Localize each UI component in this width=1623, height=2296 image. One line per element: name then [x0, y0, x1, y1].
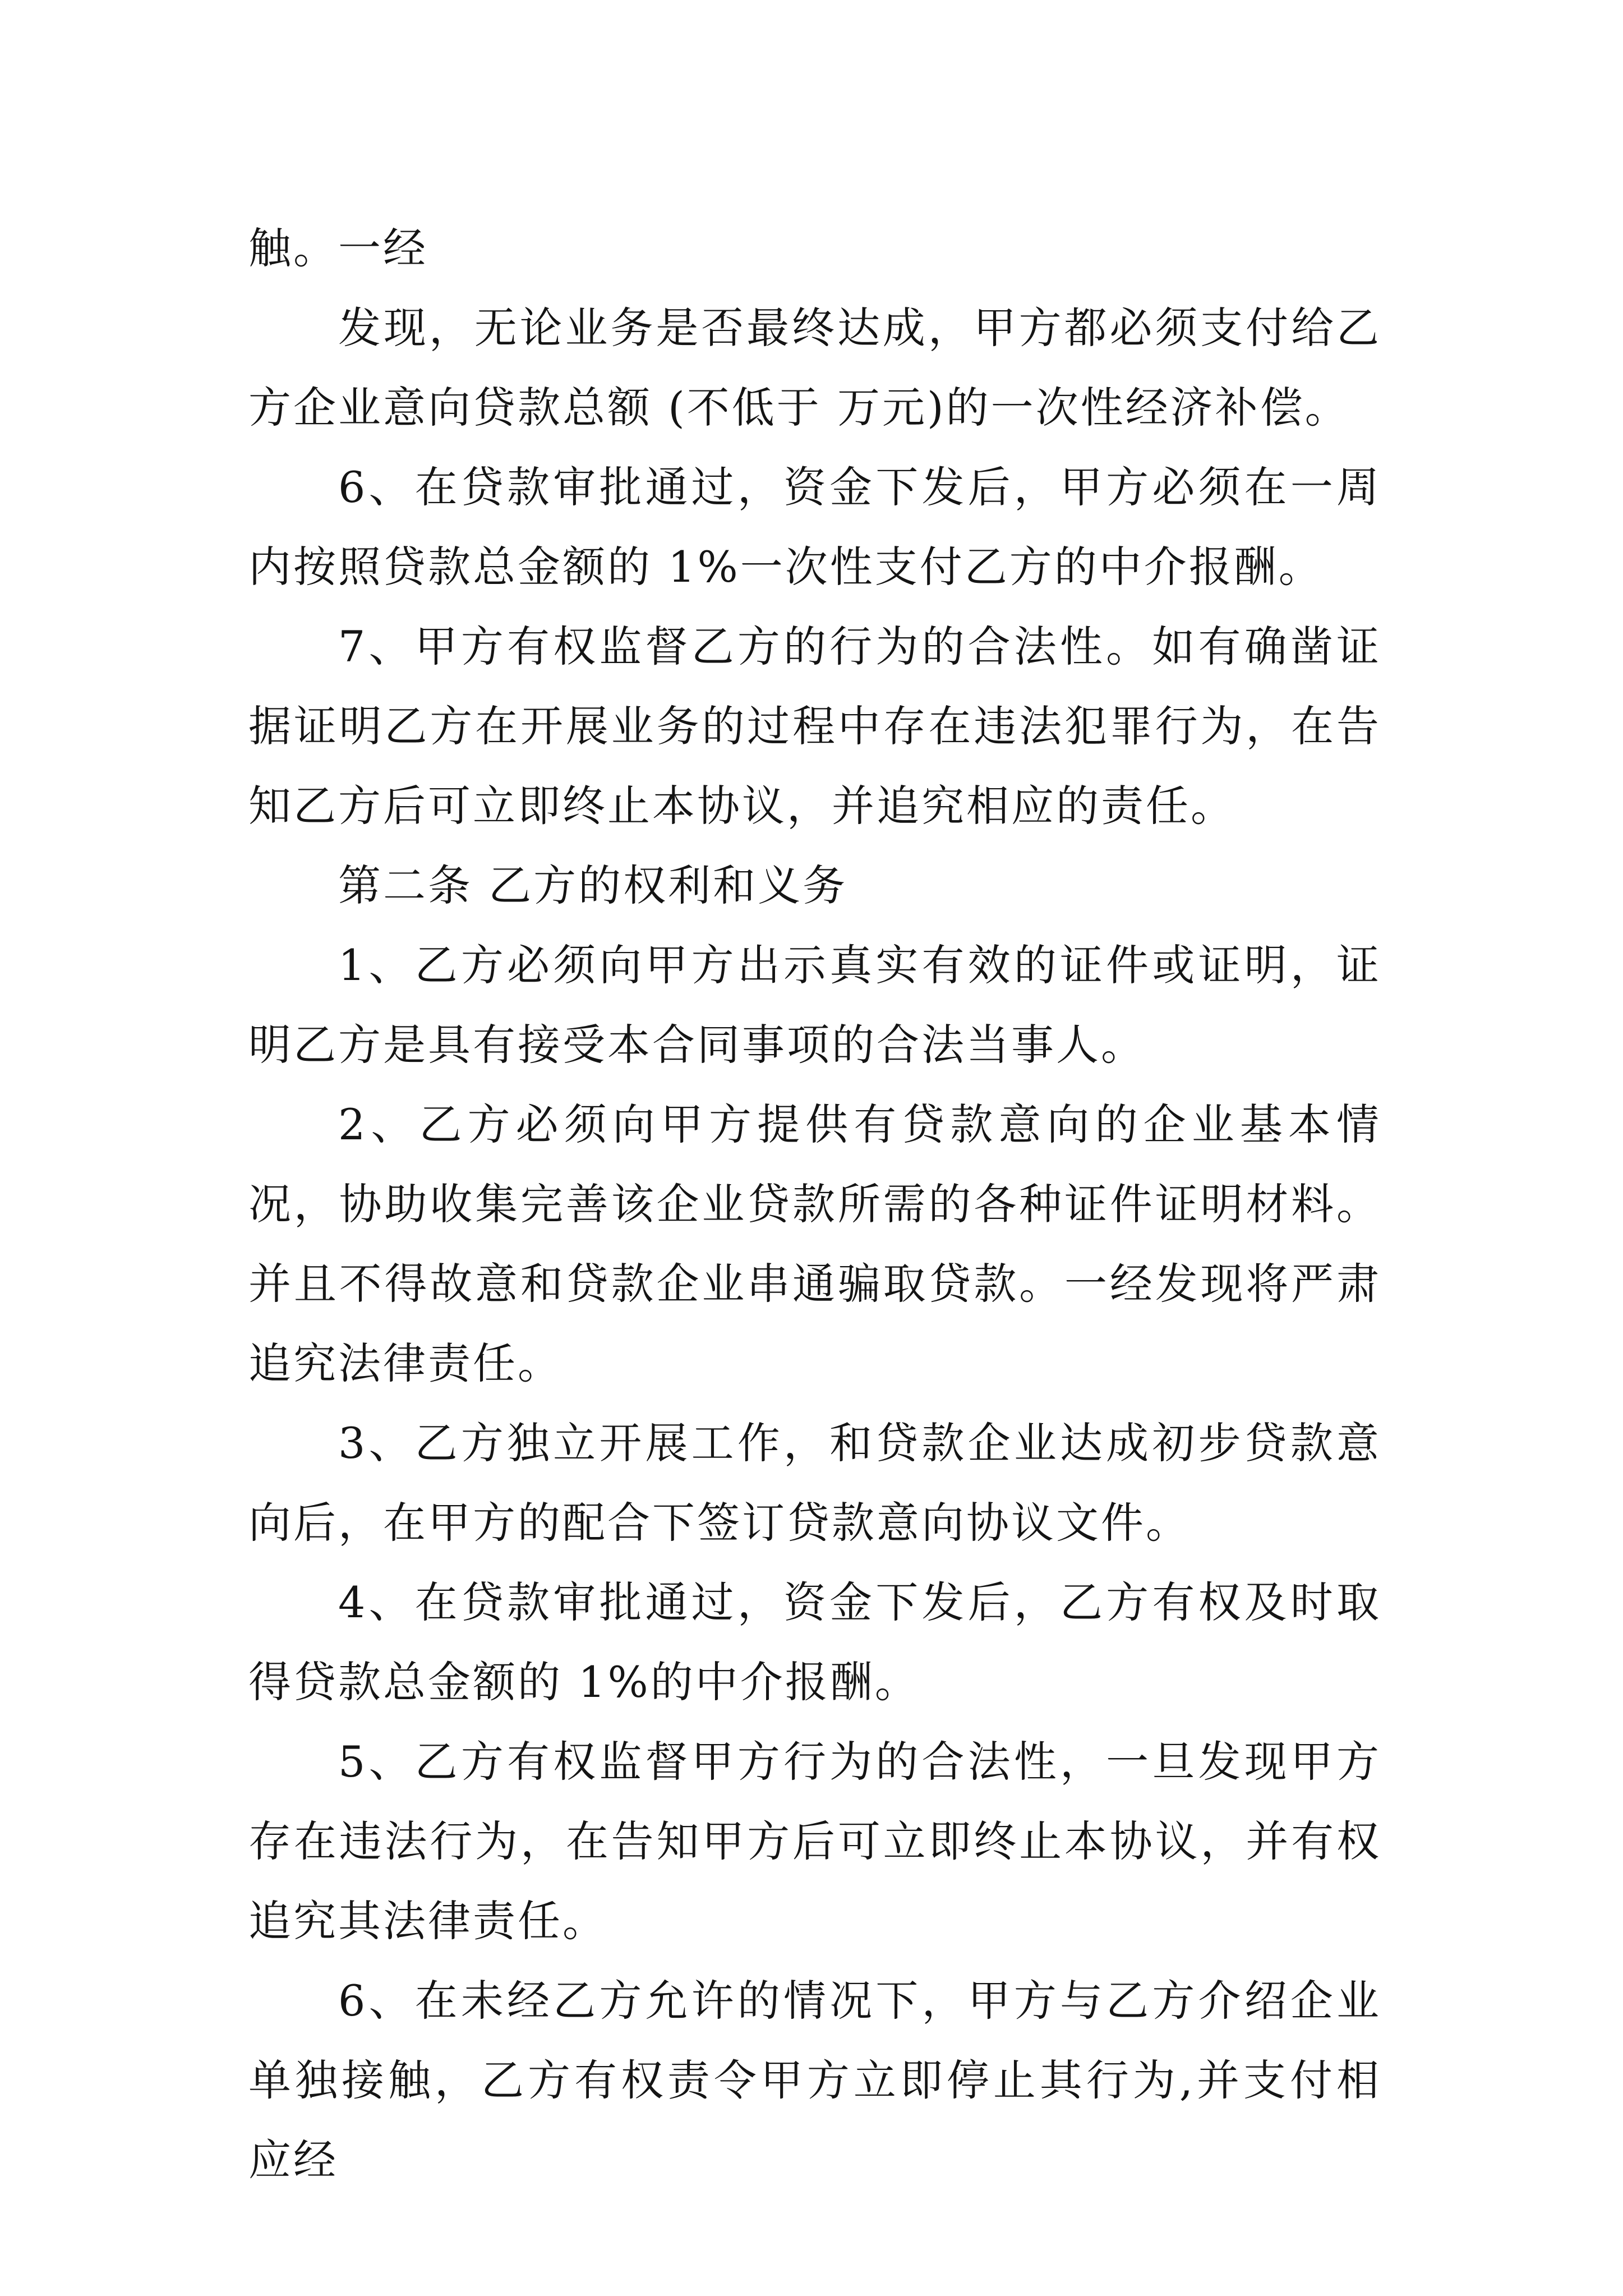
section-heading-party-b: 第二条 乙方的权利和义务 [338, 861, 848, 910]
paragraph-8: 3、乙方独立开展工作，和贷款企业达成初步贷款意向后，在甲方的配合下签订贷款意向协议文件。 [248, 1418, 1381, 1548]
paragraph-9: 4、在贷款审批通过，资金下发后，乙方有权及时取得贷款总金额的 1%的中介报酬。 [248, 1577, 1381, 1707]
paragraph-11: 6、在未经乙方允许的情况下，甲方与乙方介绍企业单独接触，乙方有权责令甲方立即停止其行为,并支付相应经 [248, 1976, 1381, 2185]
paragraph-10: 5、乙方有权监督甲方行为的合法性，一旦发现甲方存在违法行为，在告知甲方后可立即终止本协议，并有权追究其法律责任。 [248, 1737, 1381, 1946]
paragraph-3: 6、在贷款审批通过，资金下发后，甲方必须在一周内按照贷款总金额的 1%一次性支付乙方的中介报酬。 [248, 462, 1381, 592]
paragraph-1: 触。一经 [248, 223, 428, 273]
document-body [248, 209, 1381, 2200]
paragraph-4: 7、甲方有权监督乙方的行为的合法性。如有确凿证据证明乙方在开展业务的过程中存在违法犯罪行为，在告知乙方后可立即终止本协议，并追究相应的责任。 [248, 622, 1381, 831]
paragraph-2: 发现，无论业务是否最终达成，甲方都必须支付给乙方企业意向贷款总额 (不低于 万元)的一次性经济补偿。 [248, 303, 1381, 432]
paragraph-7: 2、乙方必须向甲方提供有贷款意向的企业基本情况，协助收集完善该企业贷款所需的各种证件证明材料。并且不得故意和贷款企业串通骗取贷款。一经发现将严肃追究法律责任。 [248, 1099, 1381, 1388]
paragraph-6: 1、乙方必须向甲方出示真实有效的证件或证明，证明乙方是具有接受本合同事项的合法当事人。 [248, 940, 1381, 1070]
